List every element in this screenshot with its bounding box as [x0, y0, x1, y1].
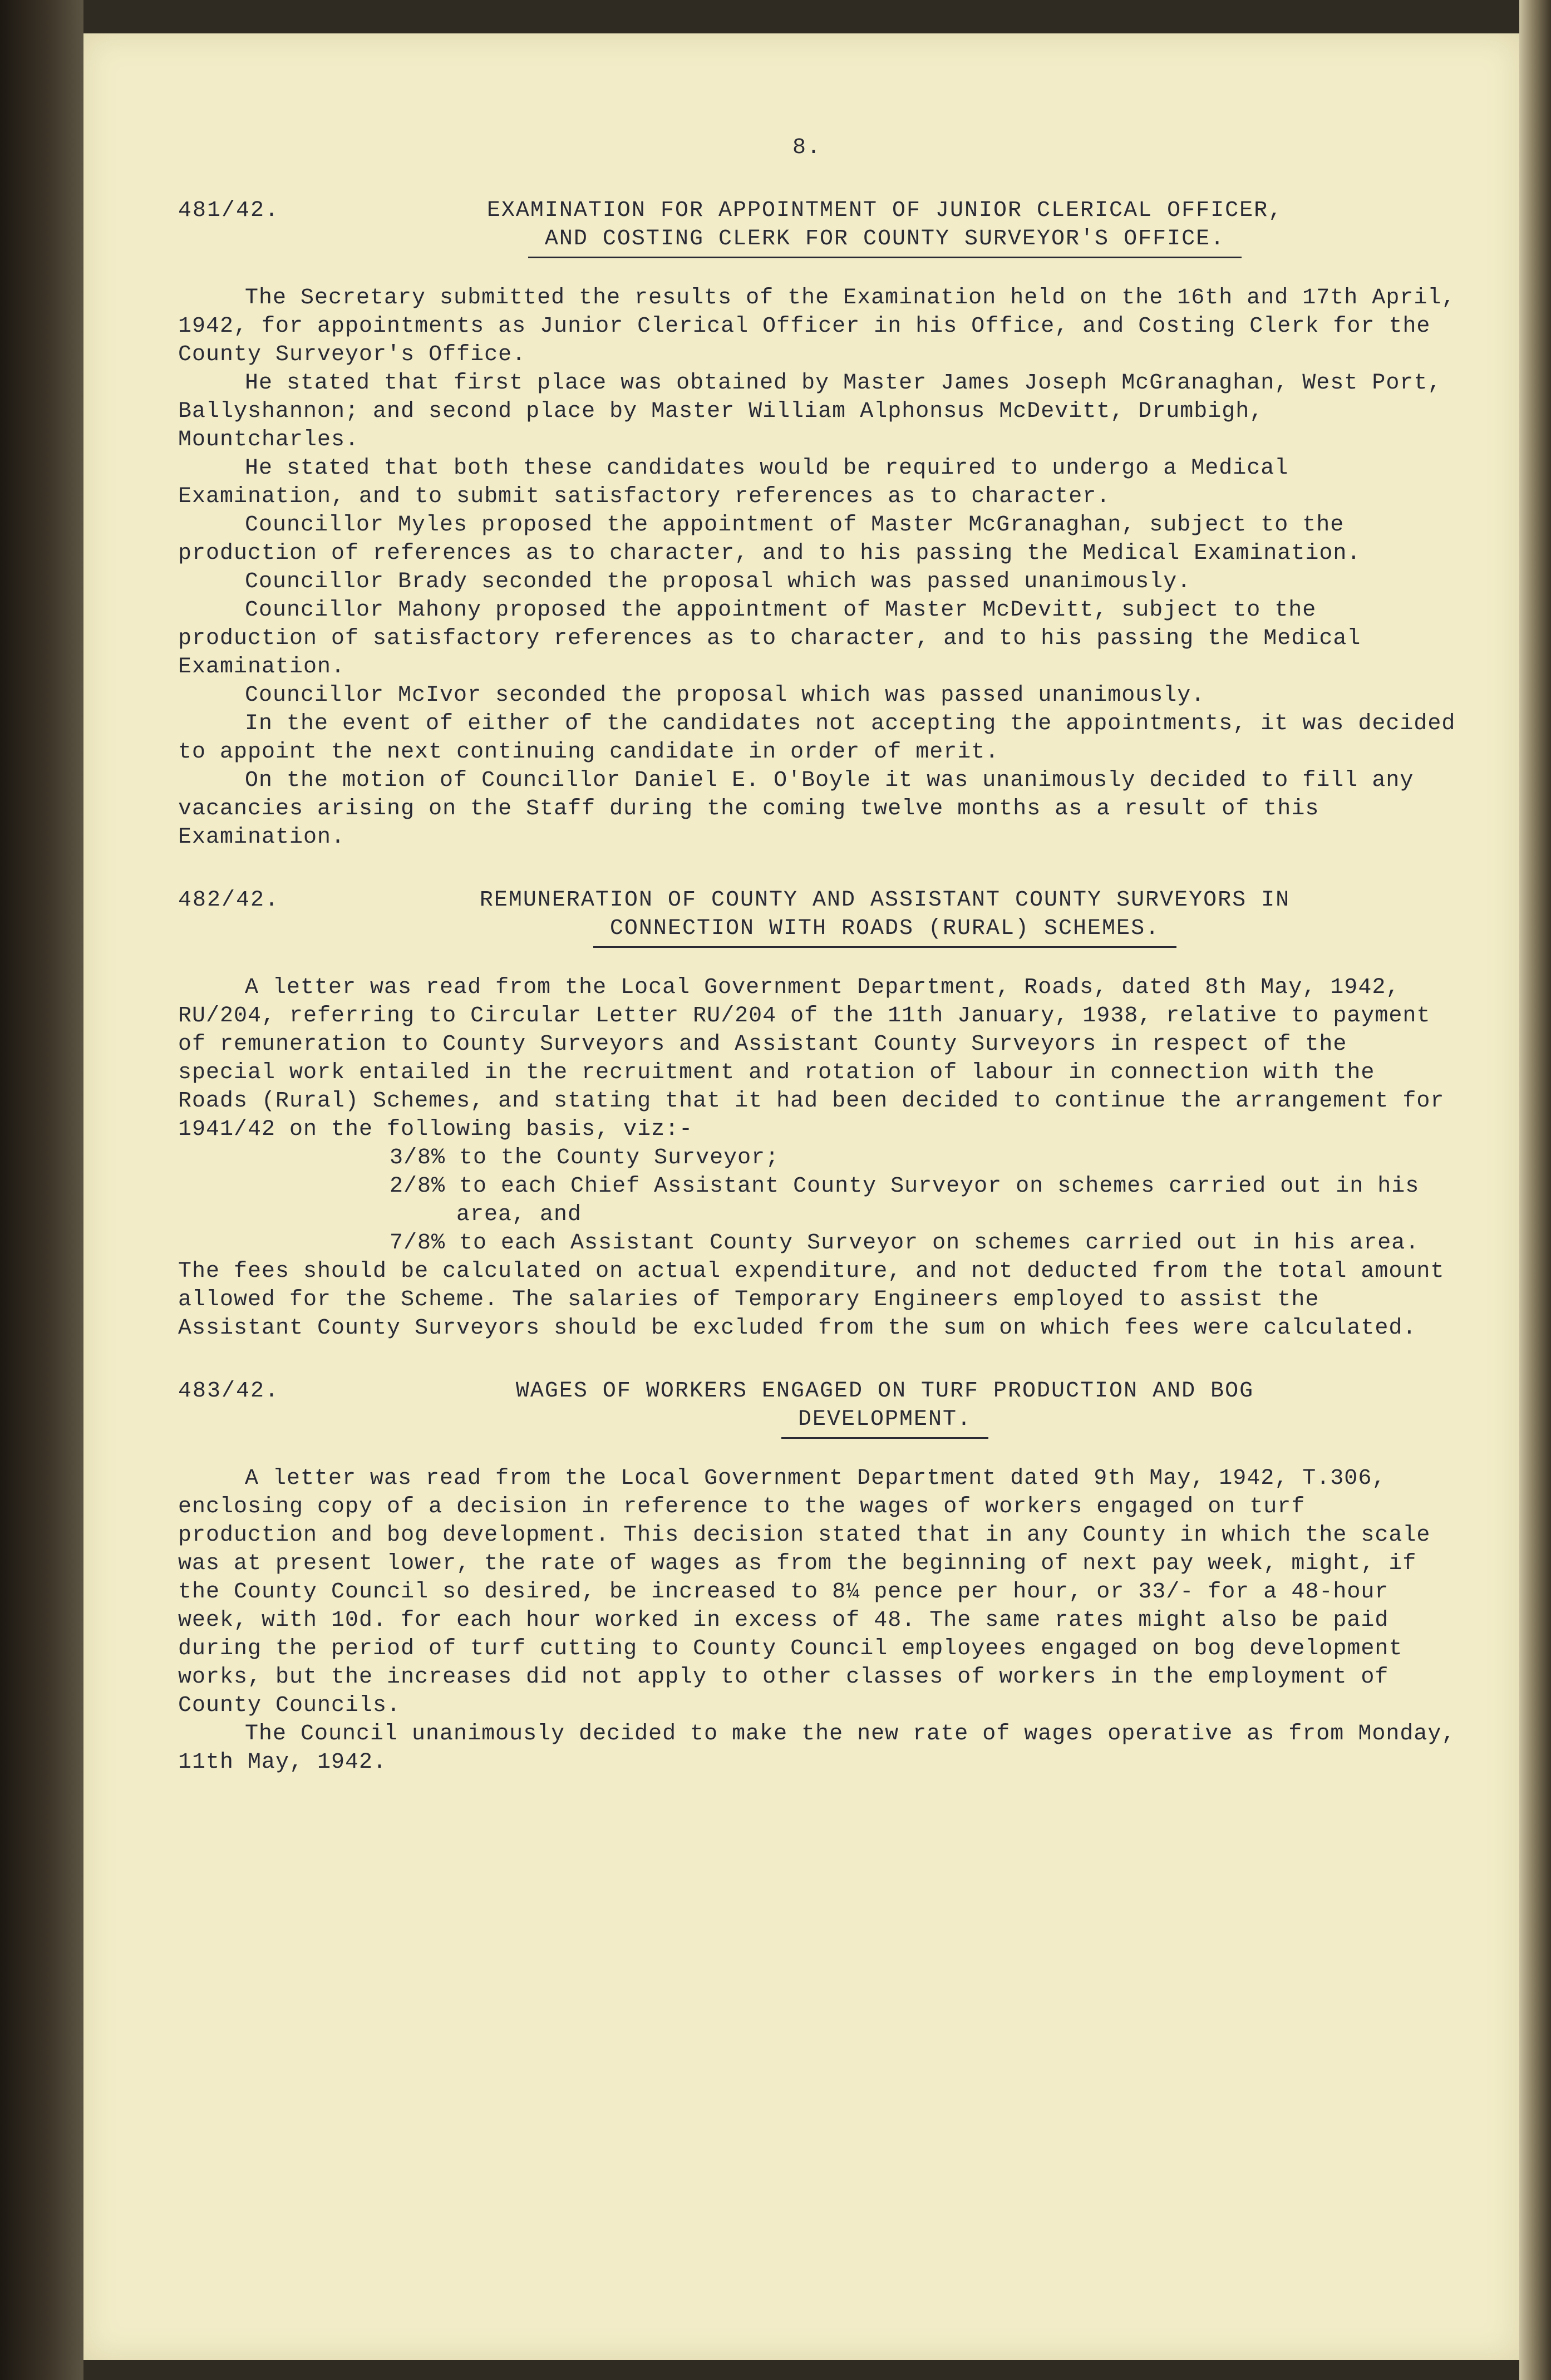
minute-481: [178, 196, 1458, 852]
title-line: REMUNERATION OF COUNTY AND ASSISTANT COUNTY SURVEYORS IN: [479, 888, 1291, 913]
paragraph: He stated that first place was obtained by Master James Joseph McGranaghan, West Port, Ballyshannon; and second place by Master William Alphonsus McDevitt, Drumbigh, Mountcharles.: [178, 371, 1442, 453]
paragraph: Councillor Mahony proposed the appointment of Master McDevitt, subject to the production of satisfactory references as to character, and to his passing the Medical Examination.: [178, 598, 1361, 680]
minute-ref: 482/42.: [178, 888, 280, 913]
list-item: 7/8% to each Assistant County Surveyor on schemes carried out in his area.: [390, 1231, 1420, 1256]
minute-ref: 483/42.: [178, 1379, 280, 1404]
paragraph: The fees should be calculated on actual expenditure, and not deducted from the total amount allowed for the Scheme. The salaries of Temporary Engineers employed to assist the Assistant County Surveyors should be excluded from the sum on which fees were calculated.: [178, 1259, 1445, 1341]
minute-title: [345, 886, 1458, 948]
paragraph: On the motion of Councillor Daniel E. O'Boyle it was unanimously decided to fill any vacancies arising on the Staff during the coming twelve months as a result of this Examination.: [178, 768, 1414, 850]
minute-title: [345, 196, 1458, 258]
paragraph: Councillor Myles proposed the appointment of Master McGranaghan, subject to the production of references as to character, and to his passing the Medical Examination.: [178, 513, 1361, 566]
list-item: 2/8% to each Chief Assistant County Surveyor on schemes carried out in his area, and: [390, 1174, 1420, 1227]
minute-body: [178, 1464, 1458, 1777]
paragraph: A letter was read from the Local Government Department dated 9th May, 1942, T.306, enclosing copy of a decision in reference to the wages of workers engaged on turf production and bog development. This decision stated that in any County in which the scale was at present lower, the rate of wages as from the beginning of next pay week, might, if the County Council so desired, be increased to 8¼ pence per hour, or 33/- for a 48-hour week, with 10d. for each hour worked in excess of 48. The same rates might also be paid during the period of turf cutting to County Council employees engaged on bog development works, but the increases did not apply to other classes of workers in the employment of County Councils.: [178, 1466, 1431, 1718]
list-item: 3/8% to the County Surveyor;: [390, 1145, 780, 1171]
title-line: DEVELOPMENT.: [781, 1405, 988, 1439]
paragraph: A letter was read from the Local Government Department, Roads, dated 8th May, 1942, RU/204, referring to Circular Letter RU/204 of the 11th January, 1938, relative to payment of remuneration to County Surveyors and Assistant County Surveyors in respect of the special work entailed in the recruitment and rotation of labour in connection with the Roads (Rural) Schemes, and stating that it had been decided to continue the arrangement for 1941/42 on the following basis, viz:-: [178, 975, 1445, 1142]
paragraph: The Council unanimously decided to make the new rate of wages operative as from Monday, 11th May, 1942.: [178, 1722, 1456, 1775]
minute-heading: [178, 886, 1458, 948]
minute-482: [178, 886, 1458, 1343]
title-line: CONNECTION WITH ROADS (RURAL) SCHEMES.: [593, 914, 1176, 948]
minute-483: [178, 1377, 1458, 1777]
document-page: [83, 33, 1519, 2360]
page-content: [178, 134, 1458, 1777]
page-number: 8.: [792, 135, 821, 160]
minute-ref: 481/42.: [178, 198, 280, 223]
minute-body: [178, 973, 1458, 1343]
minute-heading: [178, 196, 1458, 258]
title-line: EXAMINATION FOR APPOINTMENT OF JUNIOR CLERICAL OFFICER,: [486, 198, 1283, 223]
minute-title: [345, 1377, 1458, 1439]
paragraph: In the event of either of the candidates not accepting the appointments, it was decided to appoint the next continuing candidate in order of merit.: [178, 711, 1456, 765]
minute-heading: [178, 1377, 1458, 1439]
page-edge: [1519, 0, 1551, 2380]
paragraph: Councillor Brady seconded the proposal which was passed unanimously.: [245, 569, 1191, 594]
paragraph: The Secretary submitted the results of the Examination held on the 16th and 17th April, 1942, for appointments as Junior Clerical Officer in his Office, and Costing Clerk for the County Surveyor's Office.: [178, 286, 1456, 367]
title-line: AND COSTING CLERK FOR COUNTY SURVEYOR'S OFFICE.: [528, 225, 1242, 258]
minute-body: [178, 284, 1458, 852]
paragraph: Councillor McIvor seconded the proposal which was passed unanimously.: [245, 683, 1205, 708]
title-line: WAGES OF WORKERS ENGAGED ON TURF PRODUCTION AND BOG: [515, 1379, 1254, 1404]
rate-list: [390, 1144, 1458, 1257]
paragraph: He stated that both these candidates would be required to undergo a Medical Examination, and to submit satisfactory references as to character.: [178, 456, 1289, 509]
book-binding: [0, 0, 83, 2380]
